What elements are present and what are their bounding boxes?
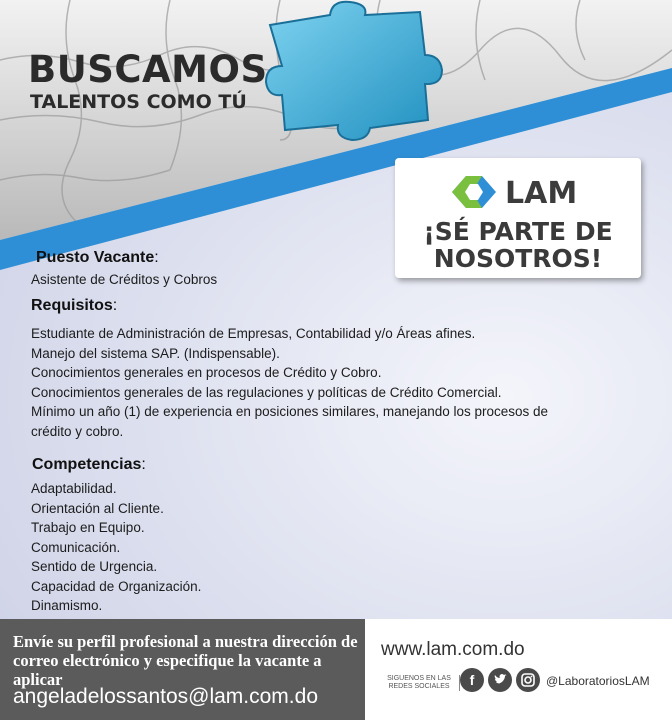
headline: BUSCAMOS: [28, 48, 268, 91]
competency-item: Comunicación.: [31, 539, 121, 555]
position-heading: Puesto Vacante:: [36, 249, 159, 266]
competency-item: Dinamismo.: [31, 598, 103, 613]
position-value-block: [31, 270, 217, 290]
instagram-icon[interactable]: [516, 668, 540, 692]
competency-item: Sentido de Urgencia.: [31, 559, 158, 574]
requirements-list: [31, 324, 548, 441]
requirements-heading: Requisitos:: [31, 297, 118, 314]
requirement-item: Conocimientos generales en procesos de Crédito y Cobro.: [31, 365, 382, 380]
competencies-heading: Competencias:: [32, 456, 146, 473]
slogan-line-1: ¡SÉ PARTE DE: [423, 217, 613, 246]
blue-puzzle-piece: [266, 2, 442, 140]
competency-item: Trabajo en Equipo.: [31, 520, 145, 535]
website-link[interactable]: www.lam.com.do: [381, 639, 525, 660]
brand-card: [395, 158, 641, 278]
follow-us-label: SIGUENOS EN LAS REDES SOCIALES: [383, 675, 460, 691]
application-instructions: Envíe su perfil profesional a nuestra dirección de correo electrónico y especifique la vacante a aplicar: [13, 632, 358, 689]
requirement-item: Conocimientos generales de las regulaciones y políticas de Crédito Comercial.: [31, 384, 502, 400]
footer-social: [365, 619, 672, 720]
requirement-item: Manejo del sistema SAP. (Indispensable).: [31, 345, 280, 361]
competency-item: Adaptabilidad.: [31, 481, 117, 496]
subheadline: TALENTOS COMO TÚ: [30, 91, 247, 113]
requirement-item: crédito y cobro.: [31, 423, 124, 439]
requirement-item: Estudiante de Administración de Empresas, Contabilidad y/o Áreas afines.: [31, 326, 476, 341]
competency-item: Orientación al Cliente.: [31, 500, 164, 516]
contact-email-link[interactable]: angeladelossantos@lam.com.do: [13, 685, 318, 708]
facebook-icon[interactable]: f: [460, 668, 484, 692]
lam-logo-icon: [450, 174, 498, 210]
slogan: [395, 218, 641, 272]
twitter-icon[interactable]: [488, 668, 512, 692]
position-value: Asistente de Créditos y Cobros: [31, 272, 218, 287]
competencies-list: [31, 479, 201, 616]
brand-name: LAM: [505, 176, 578, 211]
competency-item: Capacidad de Organización.: [31, 578, 202, 594]
requirement-item: Mínimo un año (1) de experiencia en posiciones similares, manejando los procesos de: [31, 404, 549, 419]
slogan-line-2: NOSOTROS!: [433, 244, 603, 273]
social-handle[interactable]: @LaboratoriosLAM: [546, 674, 650, 688]
